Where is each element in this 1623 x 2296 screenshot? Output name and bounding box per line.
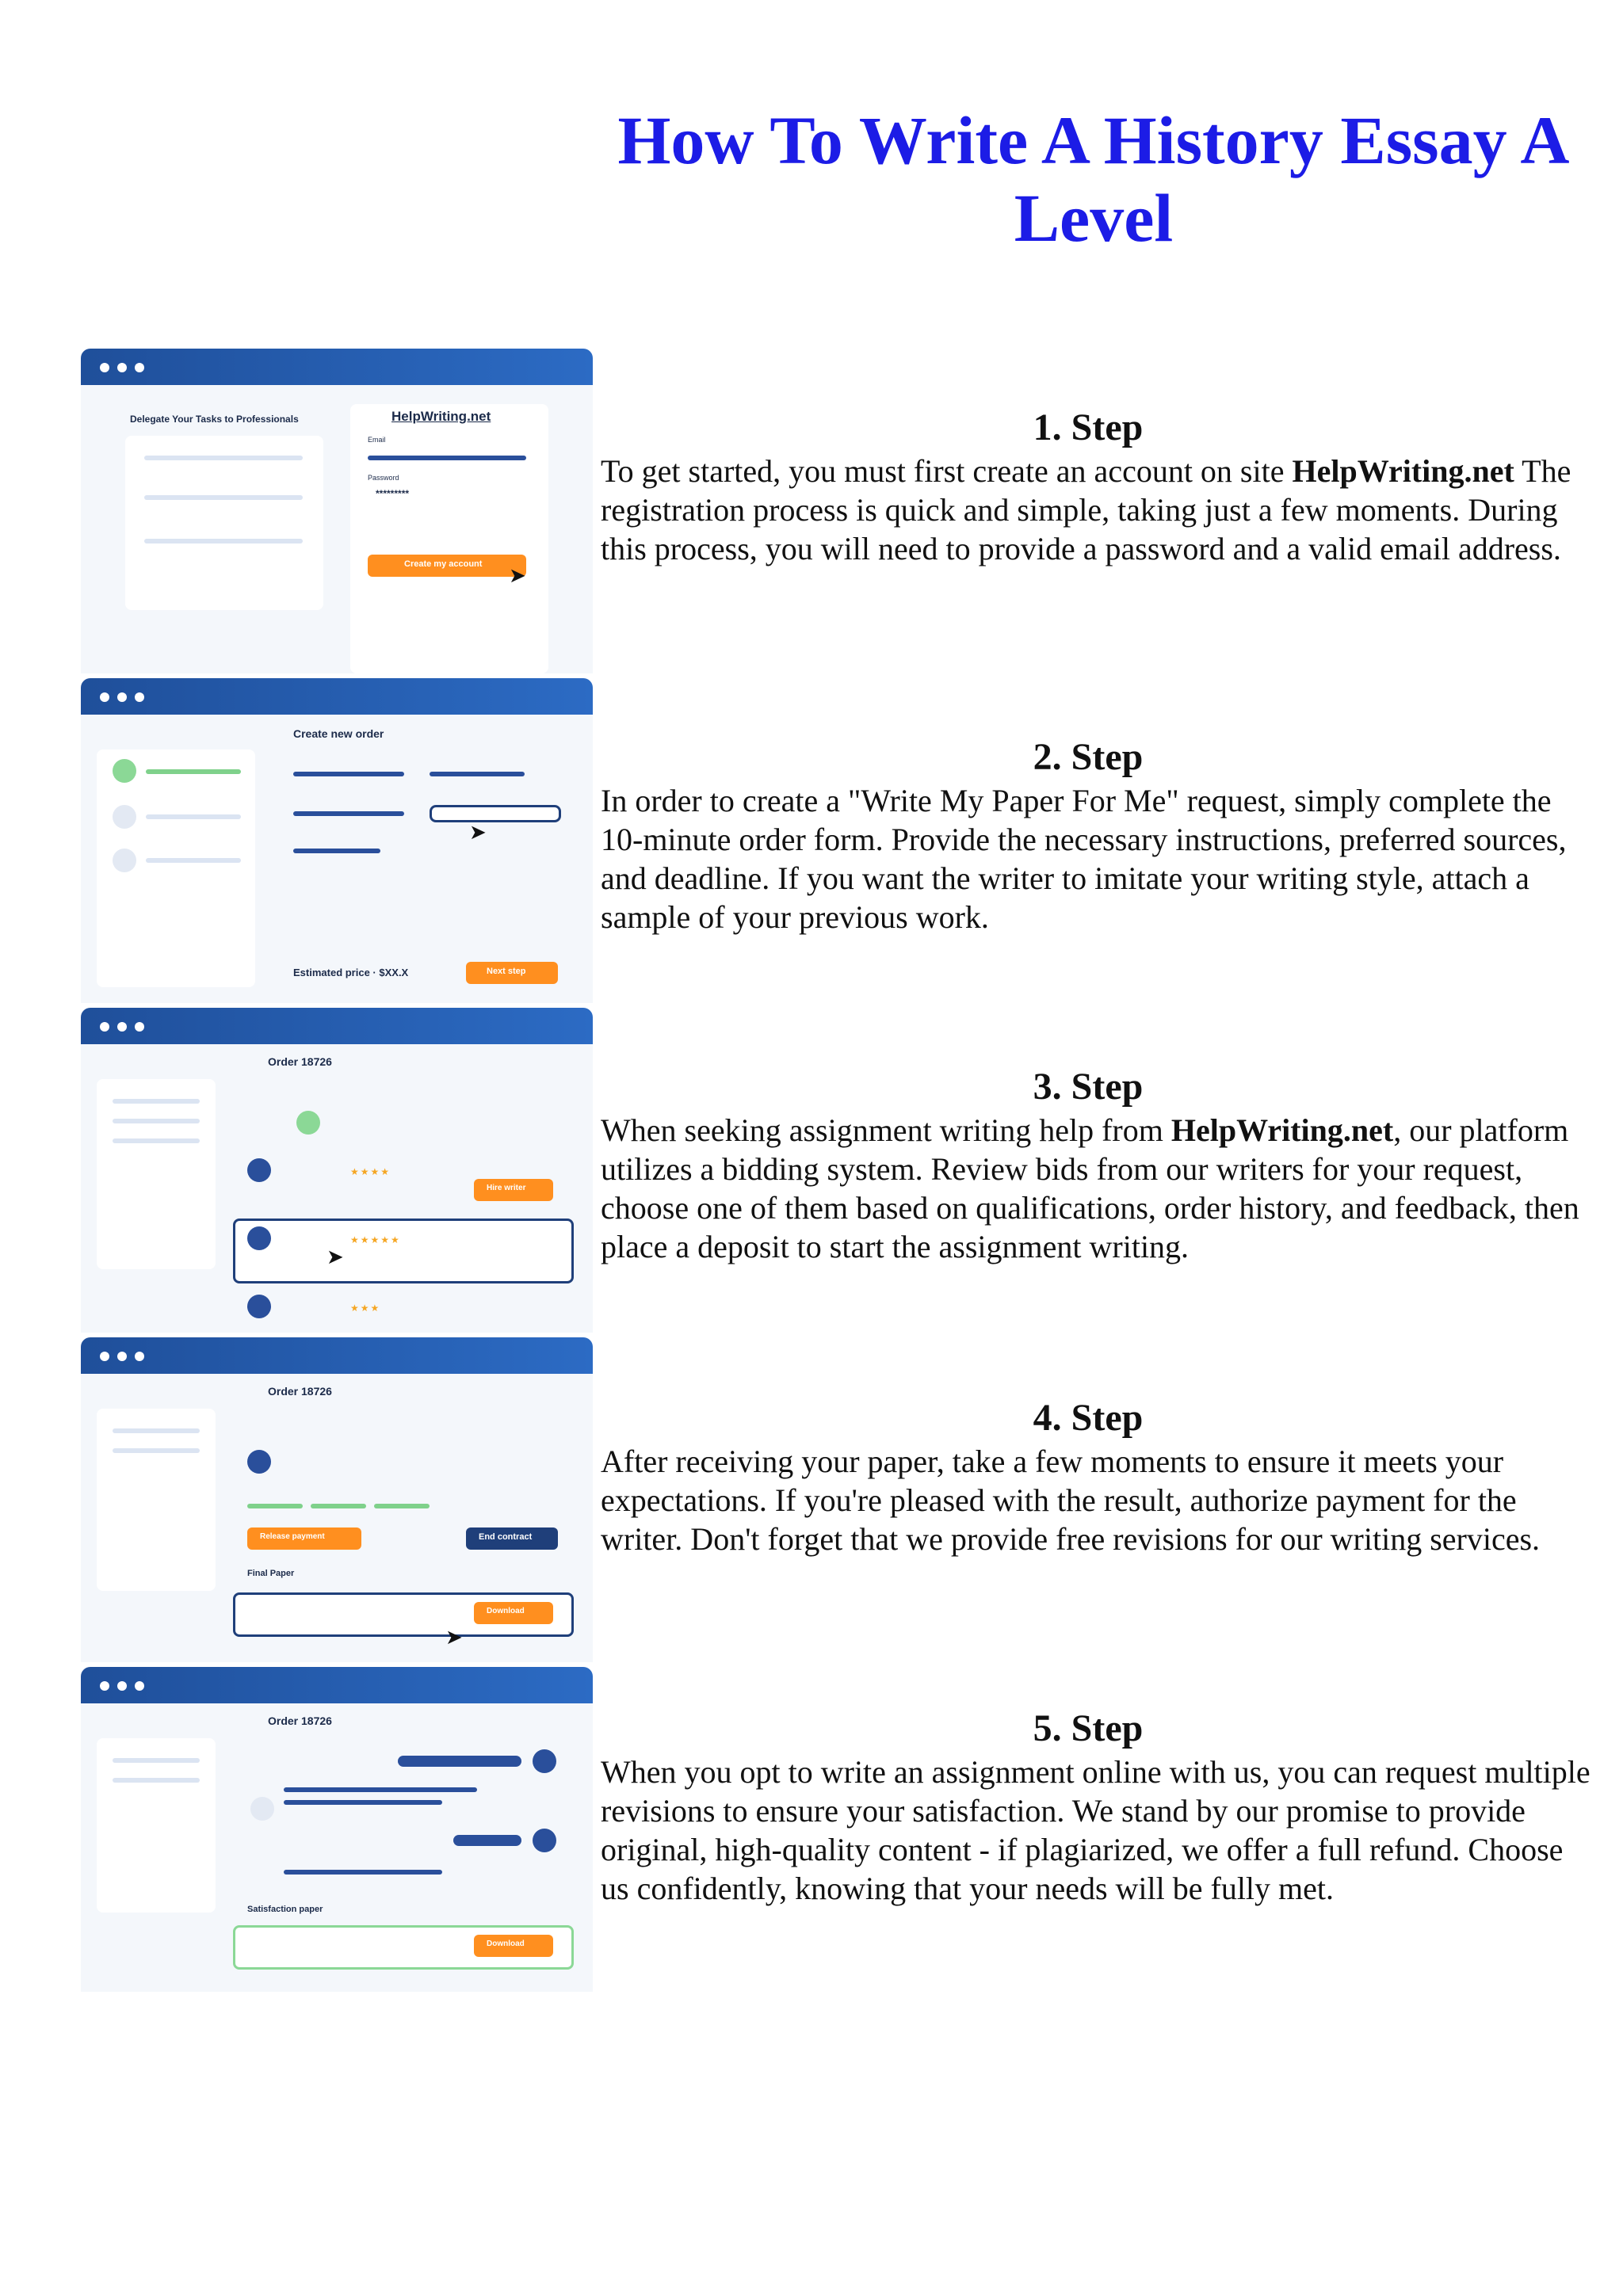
- step-5-text: When you opt to write an assignment online with us, you can request multiple revisions to ensure your satisfaction. We stand by our promise to provide original, high-quality content - if plagiarized, we offer a full refund. Choose us confidently, knowing that your needs will be fully met.: [601, 1754, 1591, 1906]
- illustration-signup: Delegate Your Tasks to Professionals HelpWriting.net Email Password ********* Create my account ➤: [81, 349, 593, 673]
- email-field[interactable]: [368, 456, 526, 460]
- step-1-text: To get started, you must first create an account on site HelpWriting.net The registration process is quick and simple, taking just a few moments. During this process, you will need to provide a password and a valid email address.: [601, 453, 1571, 566]
- education-field[interactable]: [430, 805, 561, 822]
- email-label: Email: [368, 436, 386, 444]
- step-3-heading: 3. Step: [1033, 1066, 1144, 1108]
- order-header: Order 18726: [268, 1055, 332, 1068]
- order-header: Order 18726: [268, 1385, 332, 1398]
- estimated-price: Estimated price · $XX.X: [293, 967, 409, 978]
- brand-link[interactable]: HelpWriting.net: [1170, 1112, 1394, 1148]
- illustration-header: Delegate Your Tasks to Professionals: [130, 414, 299, 425]
- illustration-order-form: Create new order ➤ Estimated price · $XX.X Next step: [81, 678, 593, 1003]
- step-2-text: In order to create a "Write My Paper For Me" request, simply complete the 10-minute order form. Provide the necessary instructions, preferred sources, and deadline. If you want the writer to imitate your writing style, attach a sample of your previous work.: [601, 783, 1567, 935]
- step-4-text: After receiving your paper, take a few moments to ensure it meets your expectations. If you're pleased with the result, authorize payment for the writer. Don't forget that we provide free revisions for our writing services.: [601, 1444, 1541, 1557]
- password-field[interactable]: *********: [376, 488, 410, 499]
- brand-logo: HelpWriting.net: [391, 409, 491, 424]
- selected-bid[interactable]: [233, 1219, 574, 1283]
- step-5-heading: 5. Step: [1033, 1707, 1144, 1749]
- password-label: Password: [368, 474, 399, 482]
- step-3-text: When seeking assignment writing help from HelpWriting.net, our platform utilizes a bidding system. Review bids from our writers for your request, choose one of them based on qualifications, order history, and feedback, then place a deposit to start the assignment writing.: [601, 1112, 1579, 1264]
- illustration-payment: Order 18726 Release payment End contract Final Paper Download ➤: [81, 1337, 593, 1662]
- page-title: How To Write A History Essay A Level: [617, 102, 1570, 256]
- cursor-icon: ➤: [509, 564, 526, 588]
- step-4-heading: 4. Step: [1033, 1397, 1144, 1439]
- order-header: Order 18726: [268, 1714, 332, 1727]
- form-header: Create new order: [293, 727, 384, 740]
- window-bar: [81, 349, 593, 385]
- illustration-bids: Order 18726 ★★★★ Hire writer ★★★★★ ➤ ★★★: [81, 1008, 593, 1333]
- step-2-heading: 2. Step: [1033, 736, 1144, 778]
- brand-link[interactable]: HelpWriting.net: [1292, 453, 1514, 489]
- illustration-revisions: Order 18726 Satisfaction paper Download: [81, 1667, 593, 1992]
- step-1-heading: 1. Step: [1033, 406, 1144, 448]
